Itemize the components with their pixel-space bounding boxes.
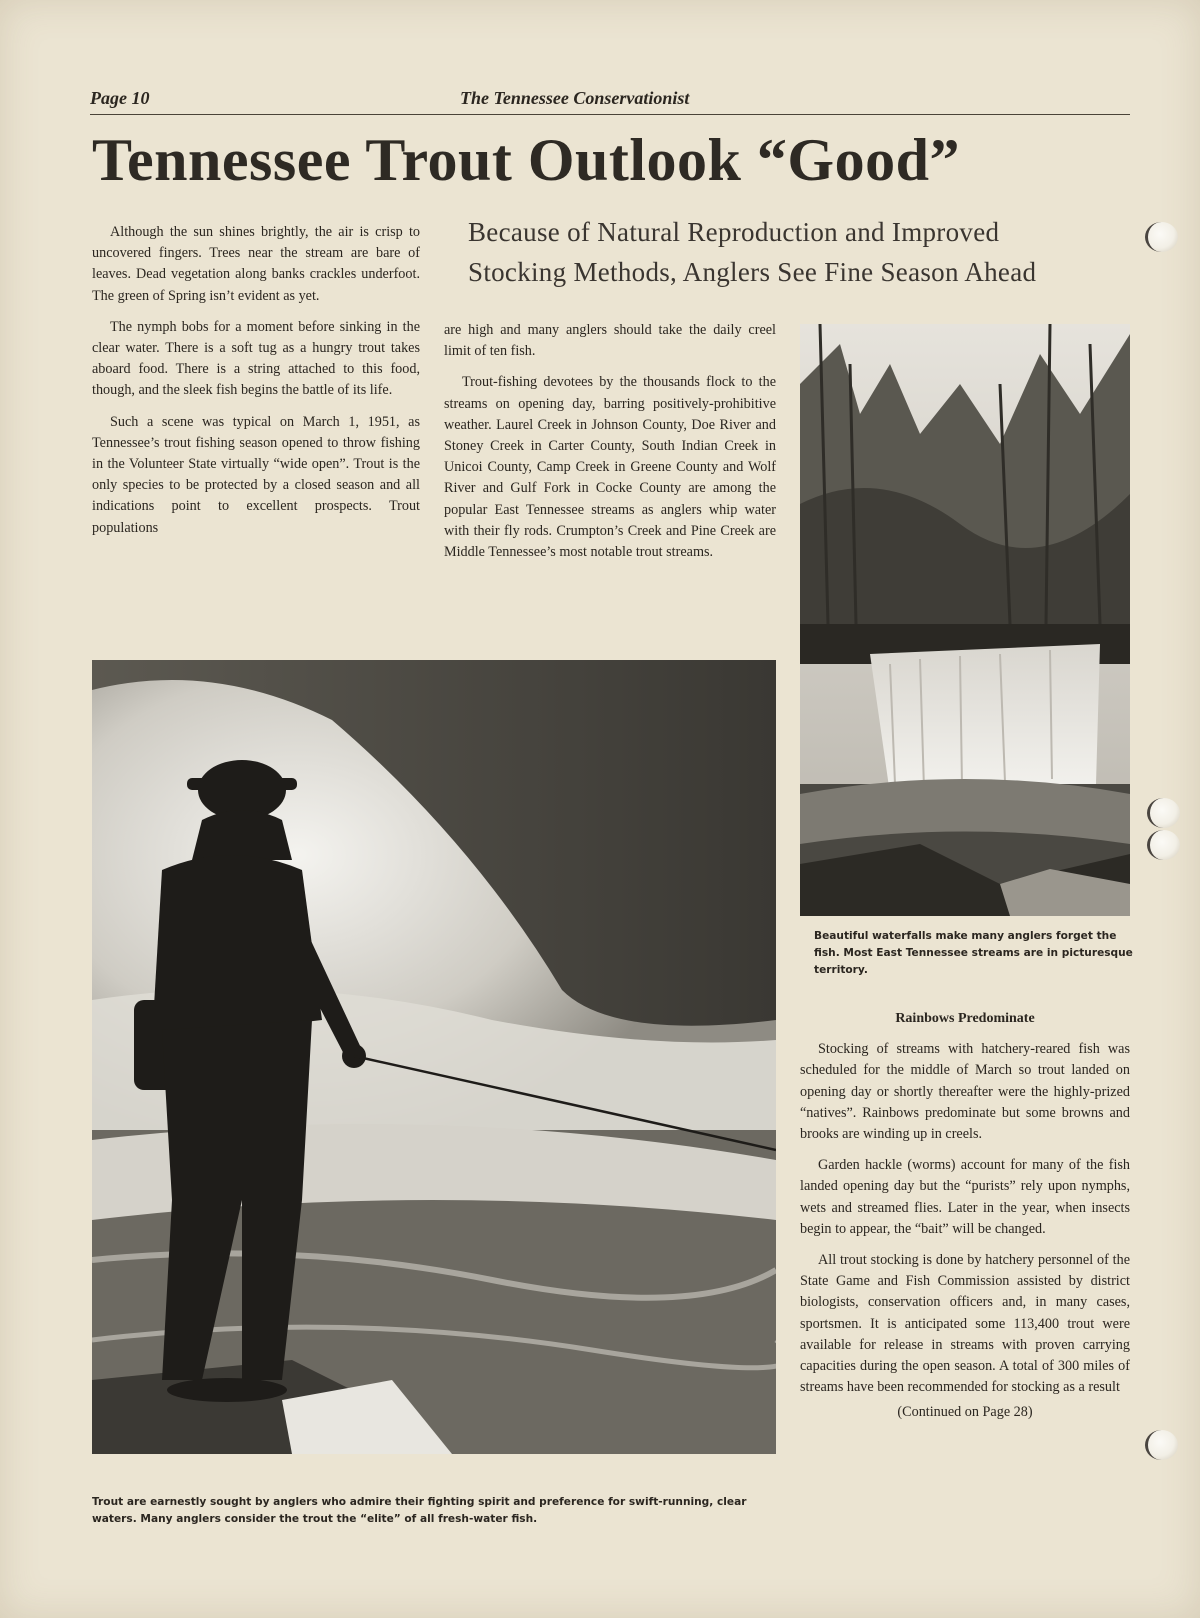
punch-hole-icon [1145,222,1178,252]
waterfall-photo-caption: Beautiful waterfalls make many anglers forget the fish. Most East Tennessee streams are in picturesque territory. [814,930,1133,976]
deck-line-1: Because of Natural Reproduction and Improved [468,217,1000,247]
article-column-1 [92,222,420,549]
paragraph: The nymph bobs for a moment before sinking in the clear water. There is a soft tug as a hungry trout takes aboard food. There is a string attached to this food, though, and the sleek fish begins the battle of its life. [92,318,420,399]
waterfall-photo [800,324,1130,916]
paragraph: Trout-fishing devotees by the thousands flock to the streams on opening day, barring positively-prohibitive weather. Laurel Creek in Johnson County, Doe River and Stoney Creek in Carter County, South Indian Creek in Unicoi County, Camp Creek in Greene County and Wolf River and Gulf Fork in Cocke County are among the popular East Tennessee streams as anglers whip water with their fly rods. Crumpton’s Creek and Pine Creek are Middle Tennessee’s most notable trout streams. [444,374,776,561]
paragraph: All trout stocking is done by hatchery personnel of the State Game and Fish Commission assisted by district biologists, conservation officers and, in many cases, sportsmen. It is anticipated some 113,400 trout were available for release in streams with proven carrying capacities during the open season. A total of 300 miles of streams have been recommended for stocking as a result [800,1252,1130,1396]
page-number: Page 10 [90,88,150,108]
deck [468,212,1148,292]
magazine-title: The Tennessee Conservationist [460,88,690,108]
headline: Tennessee Trout Outlook “Good” [92,127,960,193]
paragraph: Although the sun shines brightly, the air is crisp to uncovered fingers. Trees near the stream are bare of leaves. Dead vegetation along banks crackles underfoot. The green of Spring isn’t evident as yet. [92,224,420,304]
paragraph: Stocking of streams with hatchery-reared fish was scheduled for the middle of March so trout landed on opening day or shortly thereafter were the highly-prized “natives”. Rainbows predominate but some browns and brooks are winding up in creels. [800,1041,1130,1143]
running-head [90,88,1130,115]
article-column-3 [800,1008,1130,1434]
angler-photo [92,660,776,1454]
continued-note: (Continued on Page 28) [897,1404,1033,1421]
punch-hole-icon [1147,798,1180,828]
section-subhead: Rainbows Predominate [895,1011,1035,1026]
paragraph: Garden hackle (worms) account for many of the fish landed opening day but the “purists” rely upon nymphs, wets and streamed flies. Later in the year, when insects begin to appear, the “bait” will be changed. [800,1157,1130,1237]
angler-photo-caption: Trout are earnestly sought by anglers who admire their fighting spirit and preference for swift-running, clear waters. Many anglers consider the trout the “elite” of all fresh-water fish. [92,1496,747,1525]
article-column-2 [444,320,776,573]
paragraph: are high and many anglers should take the daily creel limit of ten fish. [444,322,776,360]
paragraph: Such a scene was typical on March 1, 1951, as Tennessee’s trout fishing season opened to throw fishing in the Volunteer State virtually “wide open”. Trout is the only species to be protected by a closed season and all indications point to excellent prospects. Trout populations [92,413,420,536]
punch-hole-icon [1145,1430,1178,1460]
punch-hole-icon [1147,830,1180,860]
deck-line-2: Stocking Methods, Anglers See Fine Season Ahead [468,257,1037,287]
